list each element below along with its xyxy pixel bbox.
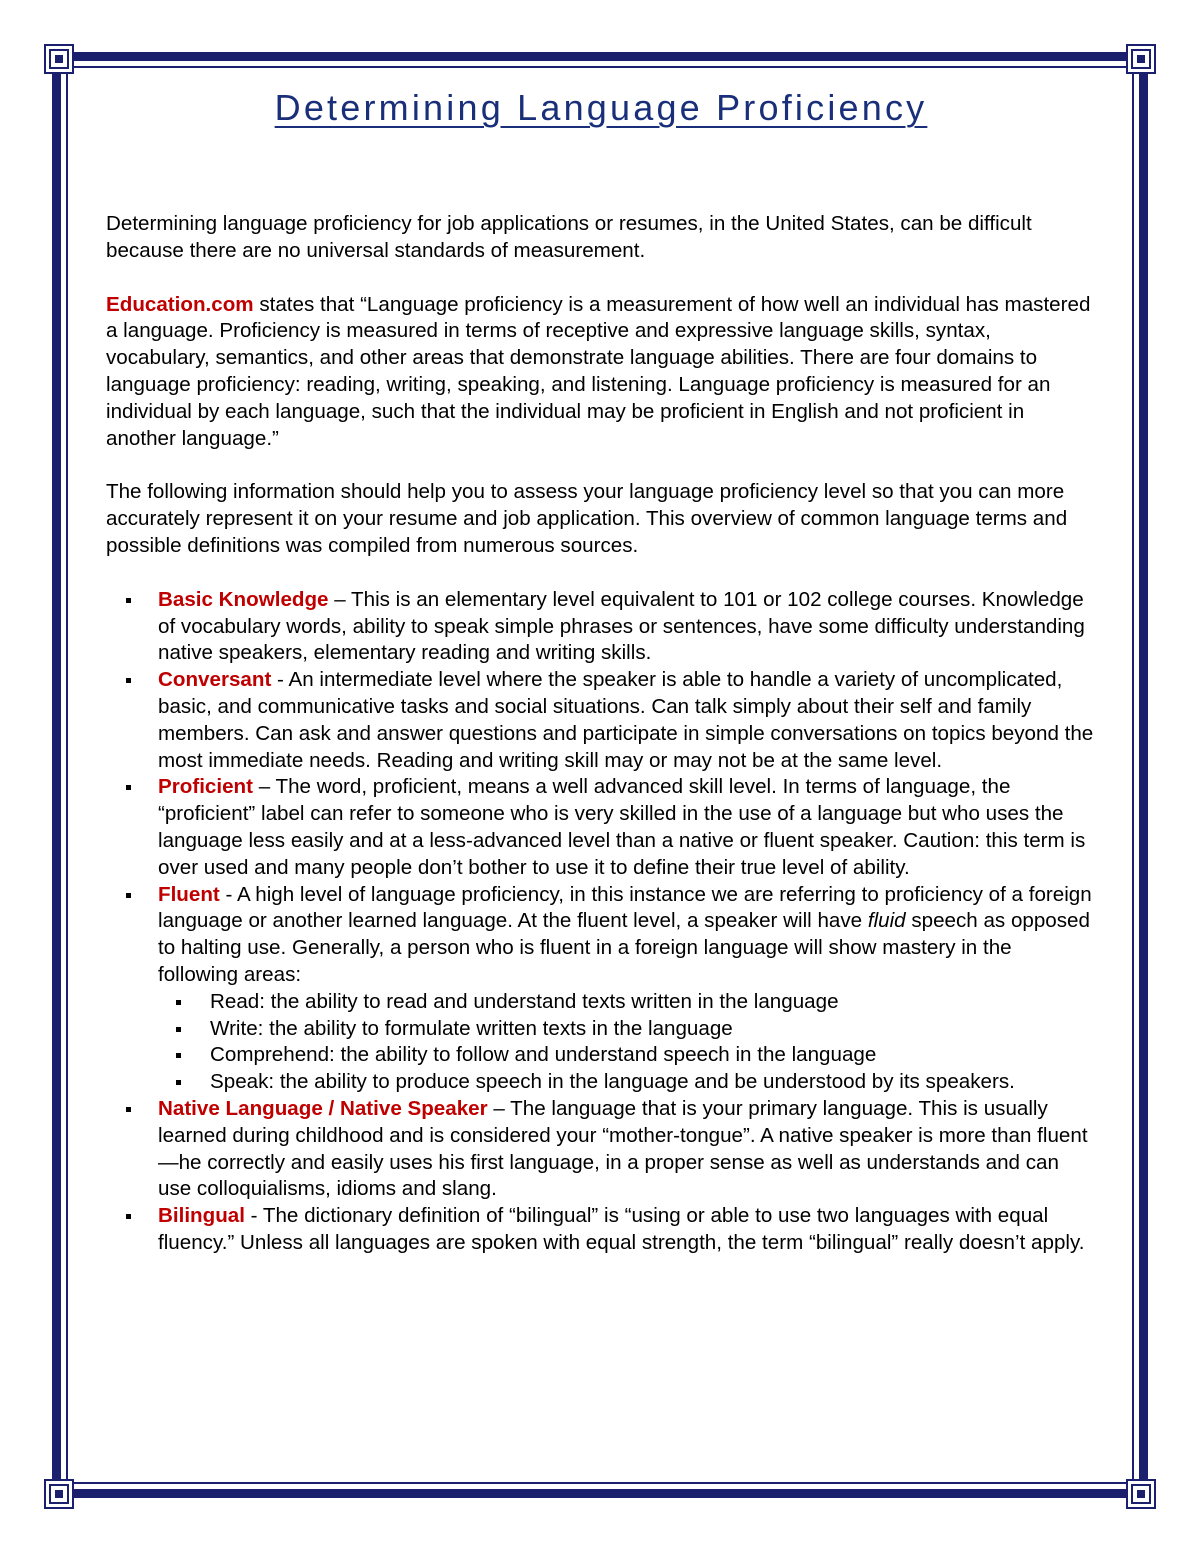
term-definition: - The dictionary definition of “bilingual” is “using or able to use two languages with equal fluency.” Unless all languages are spoken with equal strength, the term “bilingual” really doesn’t apply. (158, 1204, 1085, 1254)
list-item (106, 1096, 1096, 1203)
sub-list-item: Speak: the ability to produce speech in the language and be understood by its speakers. (158, 1069, 1096, 1096)
corner-ornament-icon (44, 44, 74, 74)
term-label: Conversant (158, 668, 272, 692)
term-label: Bilingual (158, 1204, 245, 1228)
sub-list-item: Read: the ability to read and understand texts written in the language (158, 989, 1096, 1016)
quote-source: Education.com (106, 292, 254, 316)
document-body (106, 80, 1096, 1257)
term-definition: – This is an elementary level equivalent to 101 or 102 college courses. Knowledge of vocabulary words, ability to speak simple phrases or sentences, have some difficulty understanding native speakers, elementary reading and writing skills. (158, 587, 1085, 665)
term-definition: - An intermediate level where the speaker is able to handle a variety of uncomplicated, basic, and communicative tasks and social situations. Can talk simply about their self and family members. Can ask and answer questions and participate in simple conversations on topics beyond the most immediate needs. Reading and writing skill may or may not be at the same level. (158, 668, 1094, 772)
corner-ornament-icon (1126, 44, 1156, 74)
page-title: Determining Language Proficiency (274, 87, 928, 128)
list-item (106, 882, 1096, 1096)
list-item (106, 587, 1096, 667)
term-label: Proficient (158, 775, 253, 799)
sub-list-item: Comprehend: the ability to follow and understand speech in the language (158, 1042, 1096, 1069)
term-definition: - A high level of language proficiency, in this instance we are referring to proficiency of a foreign language or another learned language. At the fluent level, a speaker will have (158, 882, 1092, 933)
list-item (106, 667, 1096, 774)
overview-paragraph: The following information should help you to assess your language proficiency level so that you can more accurately represent it on your resume and job application. This overview of common language terms and possible definitions was compiled from numerous sources. (106, 480, 1068, 557)
term-definition-cont: speech as opposed to halting use. Generally, a person who is fluent in a foreign language will show mastery in the following areas: (158, 909, 1090, 986)
terms-list (106, 587, 1096, 1257)
term-definition: – The word, proficient, means a well advanced skill level. In terms of language, the “proficient” label can refer to someone who is very skilled in the use of a language but who uses the language less easily and at a less-advanced level than a native or fluent speaker. Caution: this term is over used and many people don’t bother to use it to define their true level of ability. (158, 775, 1086, 879)
list-item (106, 774, 1096, 881)
term-definition: – The language that is your primary language. This is usually learned during childhood and is considered your “mother-tongue”. A native speaker is more than fluent—he correctly and easily uses his first language, in a proper sense as well as understands and can use colloquialisms, idioms and slang. (158, 1096, 1088, 1201)
fluent-areas-list (158, 989, 1096, 1096)
quote-paragraph (106, 292, 1096, 453)
intro-paragraph: Determining language proficiency for job applications or resumes, in the United States, can be difficult because there are no universal standards of measurement. (106, 212, 1032, 262)
quote-text: states that “Language proficiency is a measurement of how well an individual has mastered a language. Proficiency is measured in terms of receptive and expressive language skills, syntax, vocabulary, semantics, and other areas that demonstrate language abilities. There are four domains to language proficiency: reading, writing, speaking, and listening. Language proficiency is measured for an individual by each language, such that the individual may be proficient in English and not proficient in another language.” (106, 292, 1091, 450)
term-label: Fluent (158, 882, 220, 906)
term-emphasis: fluid (867, 909, 906, 933)
list-item (106, 1203, 1096, 1257)
corner-ornament-icon (1126, 1479, 1156, 1509)
term-label: Native Language / Native Speaker (158, 1096, 488, 1120)
sub-list-item: Write: the ability to formulate written texts in the language (158, 1016, 1096, 1043)
corner-ornament-icon (44, 1479, 74, 1509)
term-label: Basic Knowledge (158, 587, 329, 611)
